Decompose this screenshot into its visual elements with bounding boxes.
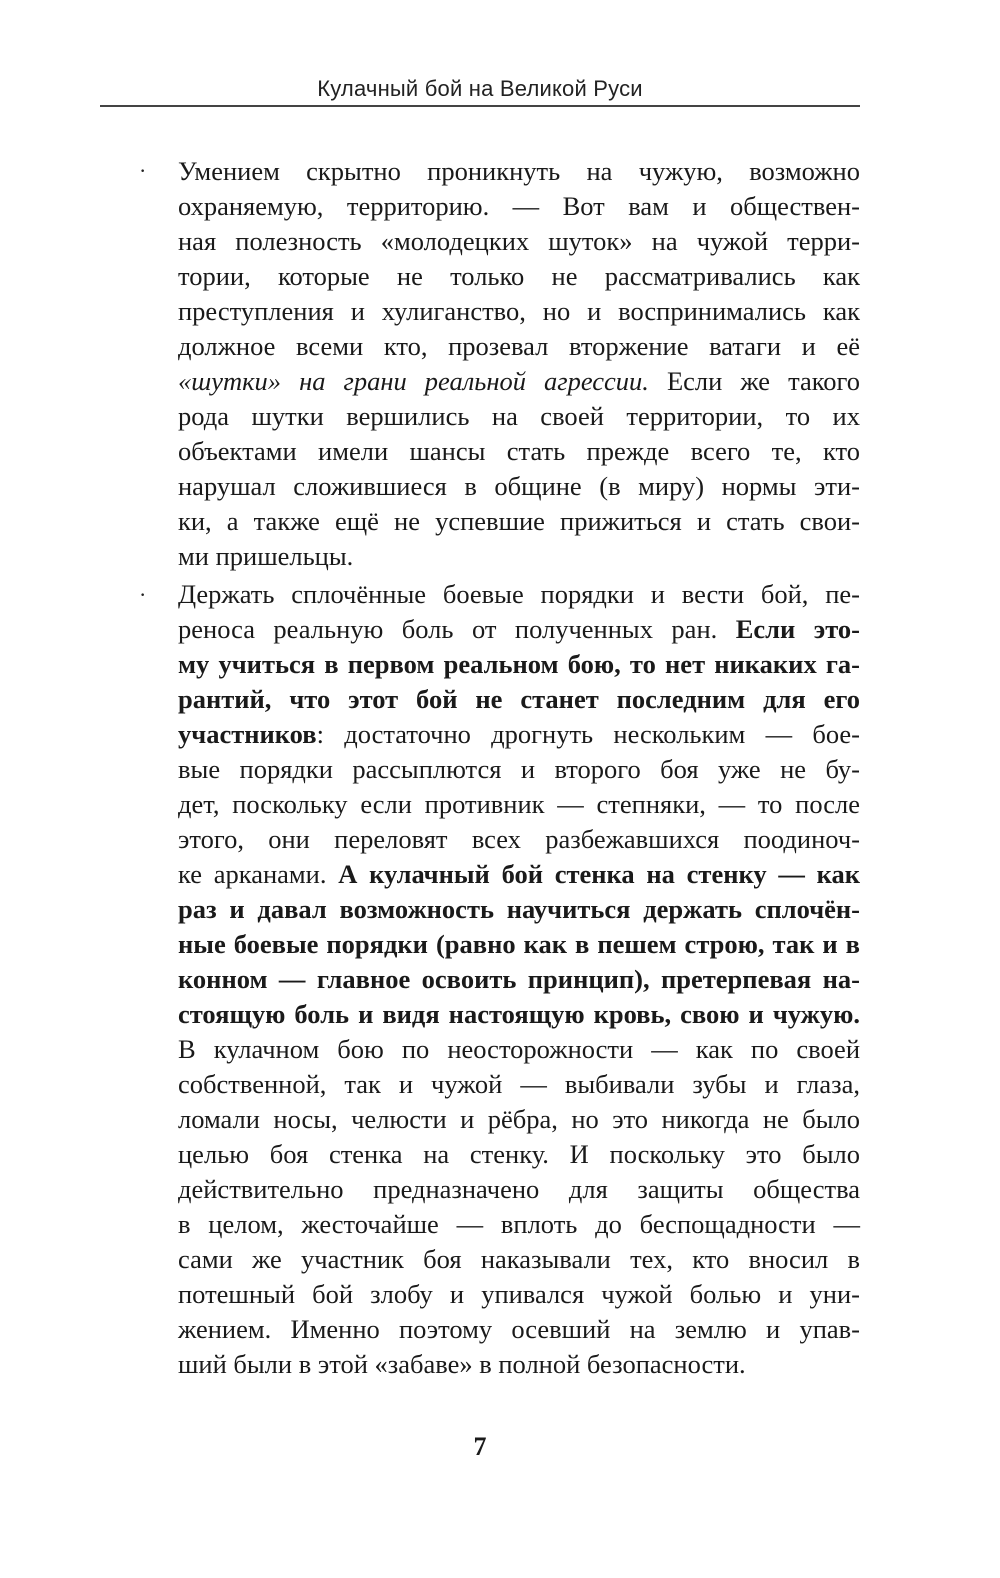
text-line: вые порядки рассыплются и второго боя уже не бу-	[178, 754, 860, 784]
page-number: 7	[473, 1432, 487, 1461]
bullet-2: ·	[139, 582, 147, 607]
text-line: собственной, так и чужой — выбивали зубы и глаза,	[178, 1069, 860, 1099]
text-line: охраняемую, территорию. — Вот вам и обществен-	[178, 191, 860, 221]
text-line	[178, 364, 860, 398]
text-line: тории, которые не только не рассматривались как	[178, 261, 860, 291]
text-run: ке арканами.	[178, 859, 339, 889]
text-line: рода шутки вершились на своей территории, то их	[178, 401, 860, 431]
text-line	[178, 612, 860, 646]
text-line	[178, 927, 860, 961]
bold-phrase: конном — главное освоить принцип), претерпевая на-	[178, 964, 860, 994]
bold-phrase: рантий, что этот бой не станет последним для его	[178, 684, 860, 714]
text-line: нарушал сложившиеся в общине (в миру) нормы эти-	[178, 471, 860, 501]
text-line: Держать сплочённые боевые порядки и вести бой, пе-	[178, 579, 860, 609]
text-run: Если же такого	[648, 366, 860, 396]
text-line: В кулачном бою по неосторожности — как по своей	[178, 1034, 860, 1064]
text-line: в целом, жесточайше — вплоть до беспощадности —	[178, 1209, 860, 1239]
text-run: : достаточно дрогнуть нескольким — бое-	[316, 719, 860, 749]
text-line: жением. Именно поэтому осевший на землю и упав-	[178, 1314, 860, 1344]
text-line	[178, 647, 860, 681]
text-line: должное всеми кто, прозевал вторжение ватаги и её	[178, 331, 860, 361]
text-line: объектами имели шансы стать прежде всего те, кто	[178, 436, 860, 466]
text-line: ная полезность «молодецких шуток» на чужой терри-	[178, 226, 860, 256]
text-line	[178, 717, 860, 751]
bullet-1: ·	[139, 158, 147, 183]
bold-phrase: А кулачный бой стенка на стенку — как	[338, 859, 860, 889]
text-run: реноса реальную боль от полученных ран.	[178, 614, 736, 644]
text-line: Умением скрытно проникнуть на чужую, возможно	[178, 156, 860, 186]
text-line	[178, 682, 860, 716]
italic-phrase: «шутки» на грани реальной агрессии.	[178, 366, 649, 396]
text-line: сами же участник боя наказывали тех, кто вносил в	[178, 1244, 860, 1274]
text-line: ший были в этой «забаве» в полной безопасности.	[178, 1349, 746, 1379]
bold-phrase: раз и давал возможность научиться держать сплочён-	[178, 894, 860, 924]
text-line: преступления и хулиганство, но и воспринимались как	[178, 296, 860, 326]
header-rule	[100, 105, 860, 107]
text-line	[178, 997, 860, 1031]
bold-phrase: му учиться в первом реальном бою, то нет никаких га-	[178, 649, 860, 679]
bold-phrase: стоящую боль и видя настоящую кровь, свою и чужую.	[178, 999, 860, 1029]
bold-phrase: Если это-	[735, 614, 860, 644]
text-line: ки, а также ещё не успевшие прижиться и стать свои-	[178, 506, 860, 536]
bold-phrase: ные боевые порядки (равно как в пешем строю, так и в	[178, 929, 860, 959]
text-line: дет, поскольку если противник — степняки, — то после	[178, 789, 860, 819]
text-line	[178, 892, 860, 926]
text-line	[178, 962, 860, 996]
running-title: Кулачный бой на Великой Руси	[317, 76, 643, 101]
text-line: этого, они переловят всех разбежавшихся поодиноч-	[178, 824, 860, 854]
text-line	[178, 857, 860, 891]
text-line: действительно предназначено для защиты общества	[178, 1174, 860, 1204]
text-line: ломали носы, челюсти и рёбра, но это никогда не было	[178, 1104, 860, 1134]
text-line: целью боя стенка на стенку. И поскольку это было	[178, 1139, 860, 1169]
bold-phrase: участников	[178, 719, 317, 749]
text-line: потешный бой злобу и упивался чужой болью и уни-	[178, 1279, 860, 1309]
text-line: ми пришельцы.	[178, 541, 354, 571]
